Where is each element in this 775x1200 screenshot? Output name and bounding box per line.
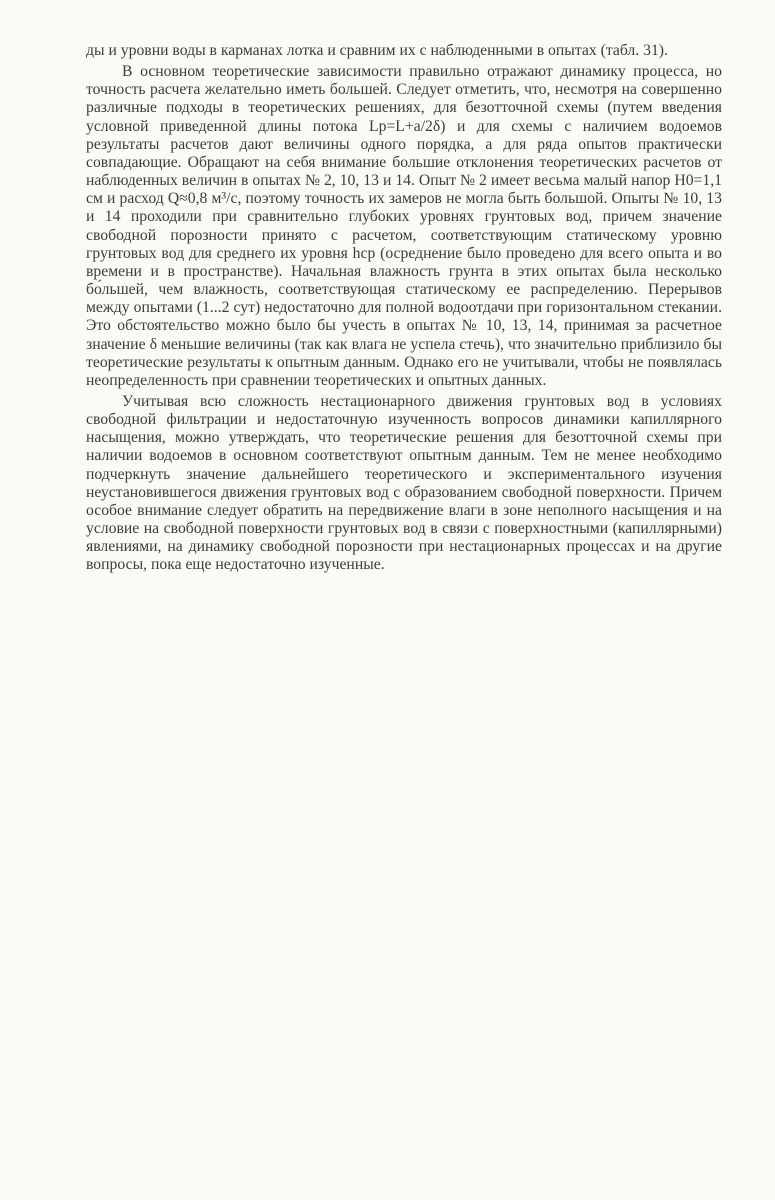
page-text — [86, 42, 722, 575]
paragraph-conclusion: Учитывая всю сложность нестационарного движения грунтовых вод в условиях свободной фильтрации и недостаточную изученность вопросов динамики капиллярного насыщения, можно утверждать, что теоретические решения для безотточной схемы при наличии водоемов в основном соответствуют опытным данным. Тем не менее необходимо подчеркнуть значение дальнейшего теоретического и экспериментального изучения неустановившегося движения грунтовых вод с образованием свободной поверхности. Причем особое внимание следует обратить на передвижение влаги в зоне неполного насыщения и на условие на свободной поверхности грунтовых вод в связи с поверхностными (капиллярными) явлениями, на динамику свободной порозности при нестационарных процессах и на другие вопросы, пока еще недостаточно изученные. — [86, 392, 722, 574]
paragraph-analysis: В основном теоретические зависимости правильно отражают динамику процесса, но точность расчета желательно иметь большей. Следует отметить, что, несмотря на совершенно различные подходы в теоретических решениях, для безотточной схемы (путем введения условной приведенной длины потока Lр=L+a/2δ) и для схемы с наличием водоемов результаты расчетов дают величины одного порядка, а для ряда опытов практически совпадающие. Обращают на себя внимание большие отклонения теоретических расчетов от наблюденных величин в опытах № 2, 10, 13 и 14. Опыт № 2 имеет весьма малый напор H0=1,1 см и расход Q≈0,8 м³/с, поэтому точность их замеров не могла быть большой. Опыты № 10, 13 и 14 проходили при сравнительно глубоких уровнях грунтовых вод, причем значение свободной порозности принято с расчетом, соответствующим статическому уровню грунтовых вод для среднего их уровня hср (осреднение было проведено для всего опыта и во времени и в пространстве). Начальная влажность грунта в этих опытах была несколько бо́льшей, чем влажность, соответствующая статическому ее распределению. Перерывов между опытами (1...2 сут) недостаточно для полной водоотдачи при горизонтальном стекании. Это обстоятельство можно было бы учесть в опытах № 10, 13, 14, принимая за расчетное значение δ меньшие величины (так как влага не успела стечь), что значительно приблизило бы теоретические результаты к опытным данным. Однако его не учитывали, чтобы не появлялась неопределенность при сравнении теоретических и опытных данных. — [86, 63, 722, 389]
paragraph-continuation: ды и уровни воды в карманах лотка и сравним их с наблюденными в опытах (табл. 31). — [86, 42, 668, 59]
